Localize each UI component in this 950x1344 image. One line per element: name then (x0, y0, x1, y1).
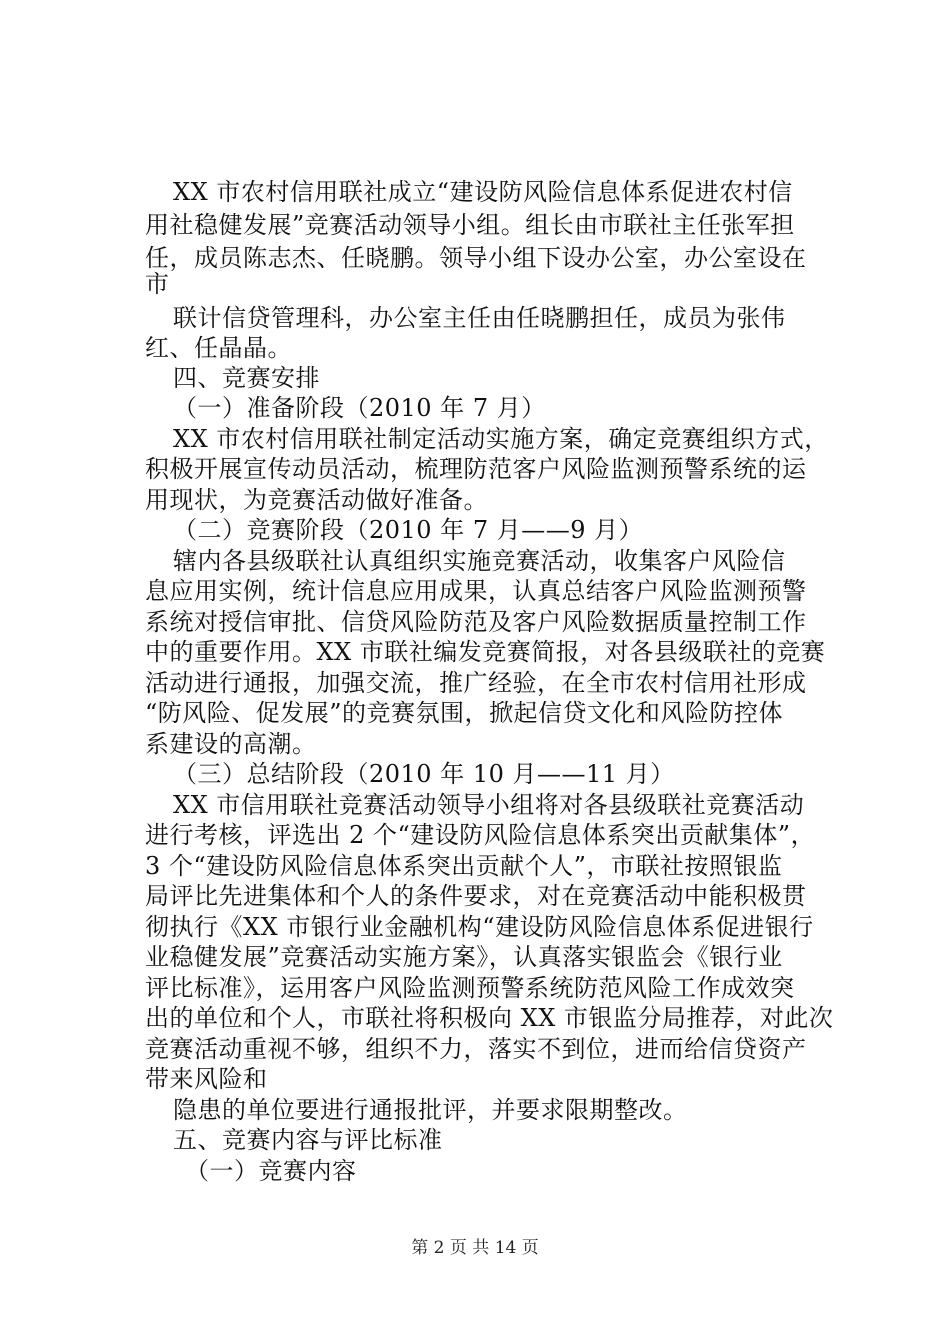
paragraph-line: 联计信贷管理科，办公室主任由任晓鹏担任，成员为张伟 (173, 304, 786, 332)
paragraph-line: 用现状，为竞赛活动做好准备。 (145, 486, 488, 514)
paragraph-line: 局评比先进集体和个人的条件要求，对在竞赛活动中能积极贯 (145, 882, 807, 910)
subsection-heading: （二）竞赛阶段（2010 年 7 月——9 月） (173, 516, 644, 544)
paragraph-line: 中的重要作用。XX 市联社编发竞赛简报，对各县级联社的竞赛 (145, 638, 826, 666)
paragraph-line: XX 市信用联社竞赛活动领导小组将对各县级联社竞赛活动 (173, 791, 805, 819)
paragraph-line: 竞赛活动重视不够，组织不力，落实不到位，进而给信贷资产 (145, 1035, 807, 1063)
paragraph-line: 任，成员陈志杰、任晓鹏。领导小组下设办公室，办公室设在 (145, 244, 807, 272)
subsection-heading: （三）总结阶段（2010 年 10 月——11 月） (173, 760, 675, 788)
subsection-heading: （一）竞赛内容 (185, 1157, 357, 1185)
paragraph-line: 评比标准》，运用客户风险监测预警系统防范风险工作成效突 (145, 974, 795, 1002)
paragraph-line: 积极开展宣传动员活动，梳理防范客户风险监测预警系统的运 (145, 455, 807, 483)
section-heading: 四、竞赛安排 (173, 364, 320, 392)
paragraph-line: 出的单位和个人，市联社将积极向 XX 市银监分局推荐，对此次 (145, 1004, 834, 1032)
paragraph-line: 息应用实例，统计信息应用成果，认真总结客户风险监测预警 (145, 577, 807, 605)
paragraph-line: 系建设的高潮。 (145, 730, 317, 758)
paragraph-line: “防风险、促发展”的竞赛氛围，掀起信贷文化和风险防控体 (145, 699, 784, 727)
paragraph-line: 业稳健发展”竞赛活动实施方案》，认真落实银监会《银行业 (145, 943, 783, 971)
page-footer: 第 2 页 共 14 页 (411, 1238, 539, 1258)
paragraph-line: 隐患的单位要进行通报批评，并要求限期整改。 (173, 1096, 688, 1124)
paragraph-line: 进行考核，评选出 2 个“建设防风险信息体系突出贡献集体”， (145, 821, 816, 849)
paragraph-line: 活动进行通报，加强交流，推广经验，在全市农村信用社形成 (145, 669, 807, 697)
paragraph-line: XX 市农村信用联社制定活动实施方案，确定竞赛组织方式， (173, 425, 829, 453)
paragraph-line: 带来风险和 (145, 1065, 268, 1093)
paragraph-line: 红、任晶晶。 (145, 334, 292, 362)
paragraph-line: 彻执行《XX 市银行业金融机构“建设防风险信息体系促进银行 (145, 913, 814, 941)
section-heading: 五、竞赛内容与评比标准 (173, 1126, 443, 1154)
paragraph-line: 辖内各县级联社认真组织实施竞赛活动，收集客户风险信 (173, 547, 786, 575)
paragraph-line: 市 (145, 270, 170, 298)
paragraph-line: 3 个“建设防风险信息体系突出贡献个人”，市联社按照银监 (145, 852, 783, 880)
subsection-heading: （一）准备阶段（2010 年 7 月） (173, 394, 546, 422)
paragraph-line: 用社稳健发展”竞赛活动领导小组。组长由市联社主任张军担 (145, 211, 795, 239)
paragraph-line: 系统对授信审批、信贷风险防范及客户风险数据质量控制工作 (145, 608, 807, 636)
paragraph-line: XX 市农村信用联社成立“建设防风险信息体系促进农村信 (173, 178, 793, 206)
